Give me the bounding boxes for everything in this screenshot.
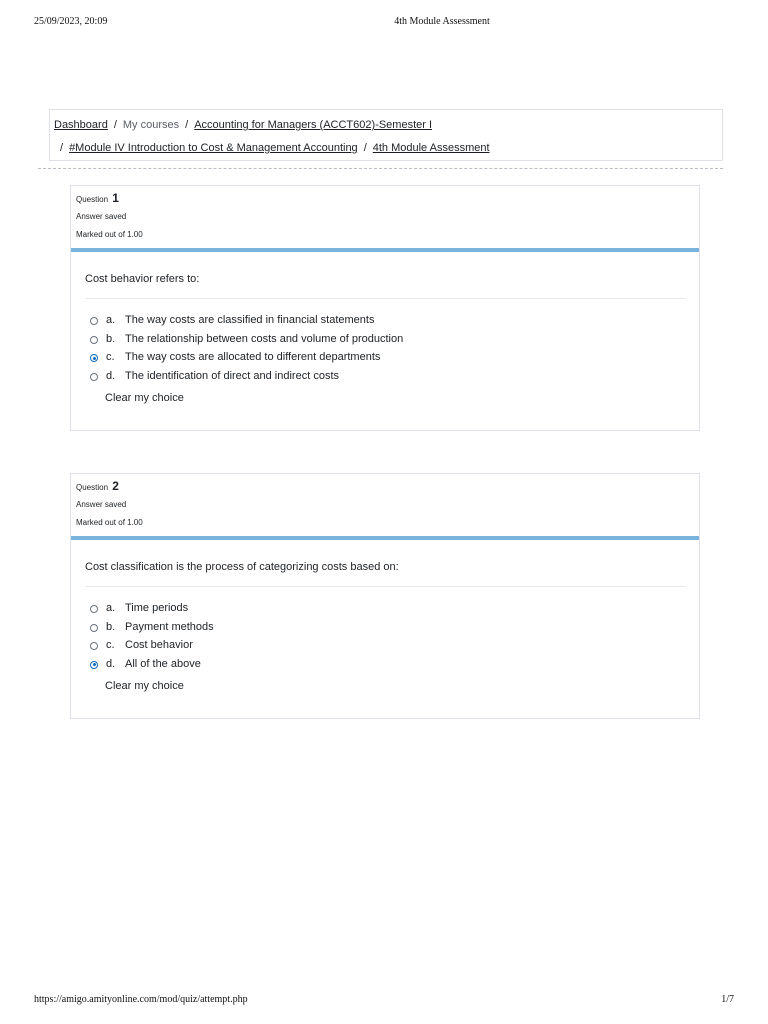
question-divider: [85, 586, 685, 587]
radio-button[interactable]: [90, 373, 98, 381]
option-letter: d.: [106, 369, 116, 382]
question-accent-bar: [71, 248, 699, 252]
radio-button[interactable]: [90, 336, 98, 344]
option-text: Cost behavior: [125, 639, 193, 651]
question-number: [76, 191, 119, 205]
question-number-value: 2: [112, 479, 119, 493]
option-letter: d.: [106, 657, 116, 670]
option-text: The way costs are allocated to different departments: [125, 351, 381, 363]
breadcrumb-course-link[interactable]: Accounting for Managers (ACCT602)-Semester I: [194, 119, 433, 131]
radio-button[interactable]: [90, 624, 98, 632]
radio-button[interactable]: [90, 642, 98, 650]
radio-button[interactable]: [90, 317, 98, 325]
clear-choice-link[interactable]: Clear my choice: [105, 392, 184, 404]
option-letter: b.: [106, 332, 116, 345]
question-info: [71, 186, 699, 248]
breadcrumb-separator: /: [113, 119, 117, 131]
option-text: All of the above: [125, 657, 201, 670]
radio-button-selected[interactable]: [90, 661, 98, 669]
question-number: [76, 479, 119, 493]
breadcrumb-line-1: [54, 119, 432, 131]
print-datetime: 25/09/2023, 20:09: [34, 16, 108, 27]
print-title: 4th Module Assessment: [394, 16, 490, 27]
option-text: The way costs are classified in financial statements: [125, 314, 375, 326]
option-letter: b.: [106, 620, 116, 633]
page-divider: [38, 168, 723, 169]
question-grade: Marked out of 1.00: [76, 230, 143, 239]
option-text: The relationship between costs and volume of production: [125, 332, 404, 345]
option-letter: c.: [106, 639, 115, 651]
question-label: Question: [76, 483, 109, 492]
question-card-1: [70, 185, 700, 431]
breadcrumb-line-2: [54, 142, 490, 154]
print-header: [0, 16, 768, 30]
question-label: Question: [76, 195, 109, 204]
question-state: Answer saved: [76, 212, 127, 221]
radio-button-selected[interactable]: [90, 354, 98, 362]
option-letter: c.: [106, 351, 115, 363]
breadcrumb-assessment-link[interactable]: 4th Module Assessment: [372, 142, 490, 154]
question-number-value: 1: [112, 191, 119, 205]
question-divider: [85, 298, 685, 299]
radio-button[interactable]: [90, 605, 98, 613]
breadcrumb: [49, 109, 723, 161]
breadcrumb-module-link[interactable]: #Module IV Introduction to Cost & Management Accounting: [69, 142, 358, 154]
breadcrumb-my-courses: My courses: [122, 119, 180, 131]
question-accent-bar: [71, 536, 699, 540]
question-grade: Marked out of 1.00: [76, 518, 143, 527]
option-text: Time periods: [125, 602, 189, 614]
question-text: Cost classification is the process of categorizing costs based on:: [85, 561, 399, 573]
print-url: https://amigo.amityonline.com/mod/quiz/attempt.php: [34, 994, 248, 1005]
print-page-number: 1/7: [721, 994, 734, 1005]
breadcrumb-separator: /: [363, 142, 367, 154]
option-letter: a.: [106, 602, 116, 614]
option-text: The identification of direct and indirect costs: [125, 369, 340, 382]
print-footer: [0, 994, 768, 1008]
clear-choice-link[interactable]: Clear my choice: [105, 680, 184, 692]
breadcrumb-separator: /: [60, 142, 64, 154]
question-text: Cost behavior refers to:: [85, 273, 200, 285]
breadcrumb-separator: /: [185, 119, 189, 131]
question-info: [71, 474, 699, 536]
question-card-2: [70, 473, 700, 719]
option-letter: a.: [106, 314, 116, 326]
option-text: Payment methods: [125, 620, 214, 633]
breadcrumb-dashboard-link[interactable]: Dashboard: [54, 119, 108, 131]
question-state: Answer saved: [76, 500, 127, 509]
